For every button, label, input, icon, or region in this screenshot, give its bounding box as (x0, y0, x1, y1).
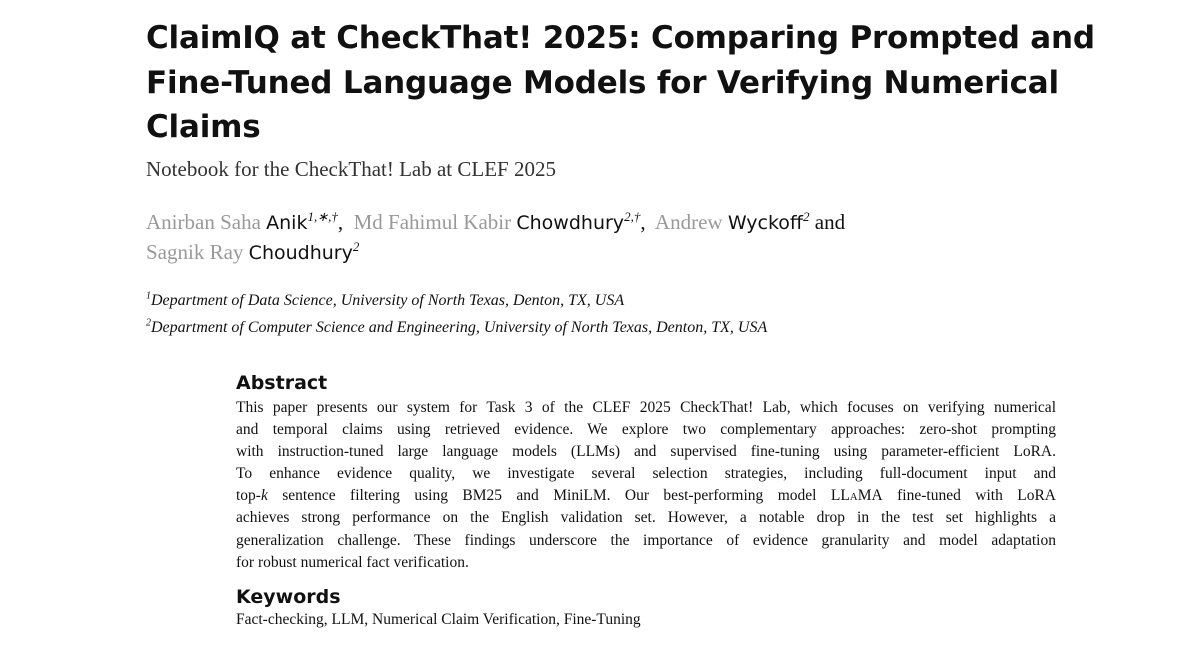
author-given-name: Sagnik Ray (146, 240, 244, 264)
author (146, 240, 359, 264)
abstract-line: achieves strong performance on the English validation set. However, a notable drop in the test set highlights a (236, 509, 1056, 527)
author-separator: , (337, 210, 344, 234)
keywords-heading: Keywords (236, 586, 341, 608)
author-given-name: Md Fahimul Kabir (353, 210, 512, 234)
author-family-name: Chowdhury (516, 212, 625, 234)
abstract-text: sentence filtering using BM25 and MiniLM. Our best-performing model (267, 487, 831, 505)
paper-subtitle: Notebook for the CheckThat! Lab at CLEF 2025 (146, 157, 556, 181)
author-affiliation-mark: 2,† (624, 209, 641, 224)
abstract-heading: Abstract (236, 372, 328, 394)
abstract-text: fine-tuned with LoRA (882, 487, 1056, 505)
author-affiliation-mark: 1,∗,† (307, 209, 338, 224)
title-line: ClaimIQ at CheckThat! 2025: Comparing Prompted and (146, 20, 1095, 56)
author-family-name: Anik (266, 212, 308, 234)
abstract-line: This paper presents our system for Task 3 of the CLEF 2025 CheckThat! Lab, which focuses on verifying numerical (236, 399, 1056, 416)
affiliation (146, 287, 767, 314)
keywords-list: Fact-checking, LLM, Numerical Claim Verification, Fine-Tuning (236, 611, 641, 628)
author-line (146, 238, 845, 268)
affiliation-mark: 1 (146, 290, 151, 302)
math-variable-k: k (260, 487, 268, 505)
author (146, 210, 343, 234)
abstract-line: for robust numerical fact verification. (236, 553, 469, 571)
title-line: Fine-Tuned Language Models for Verifying Numerical (146, 64, 1059, 101)
author-given-name: Anirban Saha (146, 210, 261, 234)
title-line: Claims (146, 109, 261, 145)
affiliation-mark: 2 (146, 317, 151, 329)
author-family-name: Choudhury (248, 242, 353, 264)
model-name: LLaMA (830, 487, 883, 505)
affiliations (146, 287, 767, 341)
author-affiliation-mark: 2 (803, 209, 810, 224)
paper-title (146, 16, 1095, 150)
author-list (146, 208, 845, 268)
abstract-line: and temporal claims using retrieved evidence. We explore two complementary approaches: zero-shot prompting (236, 421, 1056, 439)
author-separator: and (814, 210, 846, 234)
affiliation-text: Department of Data Science, University of North Texas, Denton, TX, USA (151, 292, 625, 309)
author-line (146, 208, 845, 238)
author-family-name: Wyckoff (727, 212, 803, 234)
author (655, 210, 845, 234)
author (354, 210, 646, 234)
affiliation-text: Department of Computer Science and Engineering, University of North Texas, Denton, TX, USA (151, 319, 768, 336)
author-affiliation-mark: 2 (352, 239, 360, 254)
author-separator: , (640, 210, 646, 234)
abstract-line (236, 485, 1056, 507)
abstract-text: top- (236, 487, 261, 505)
abstract-body (236, 397, 1056, 574)
author-given-name: Andrew (654, 210, 723, 234)
abstract-line: generalization challenge. These findings underscore the importance of evidence granularity and model adaptation (236, 531, 1056, 549)
abstract-line: To enhance evidence quality, we investigate several selection strategies, including full-document input and (236, 465, 1056, 483)
affiliation (146, 314, 767, 341)
abstract-line: with instruction-tuned large language models (LLMs) and supervised fine-tuning using parameter-efficient LoRA. (236, 443, 1056, 461)
